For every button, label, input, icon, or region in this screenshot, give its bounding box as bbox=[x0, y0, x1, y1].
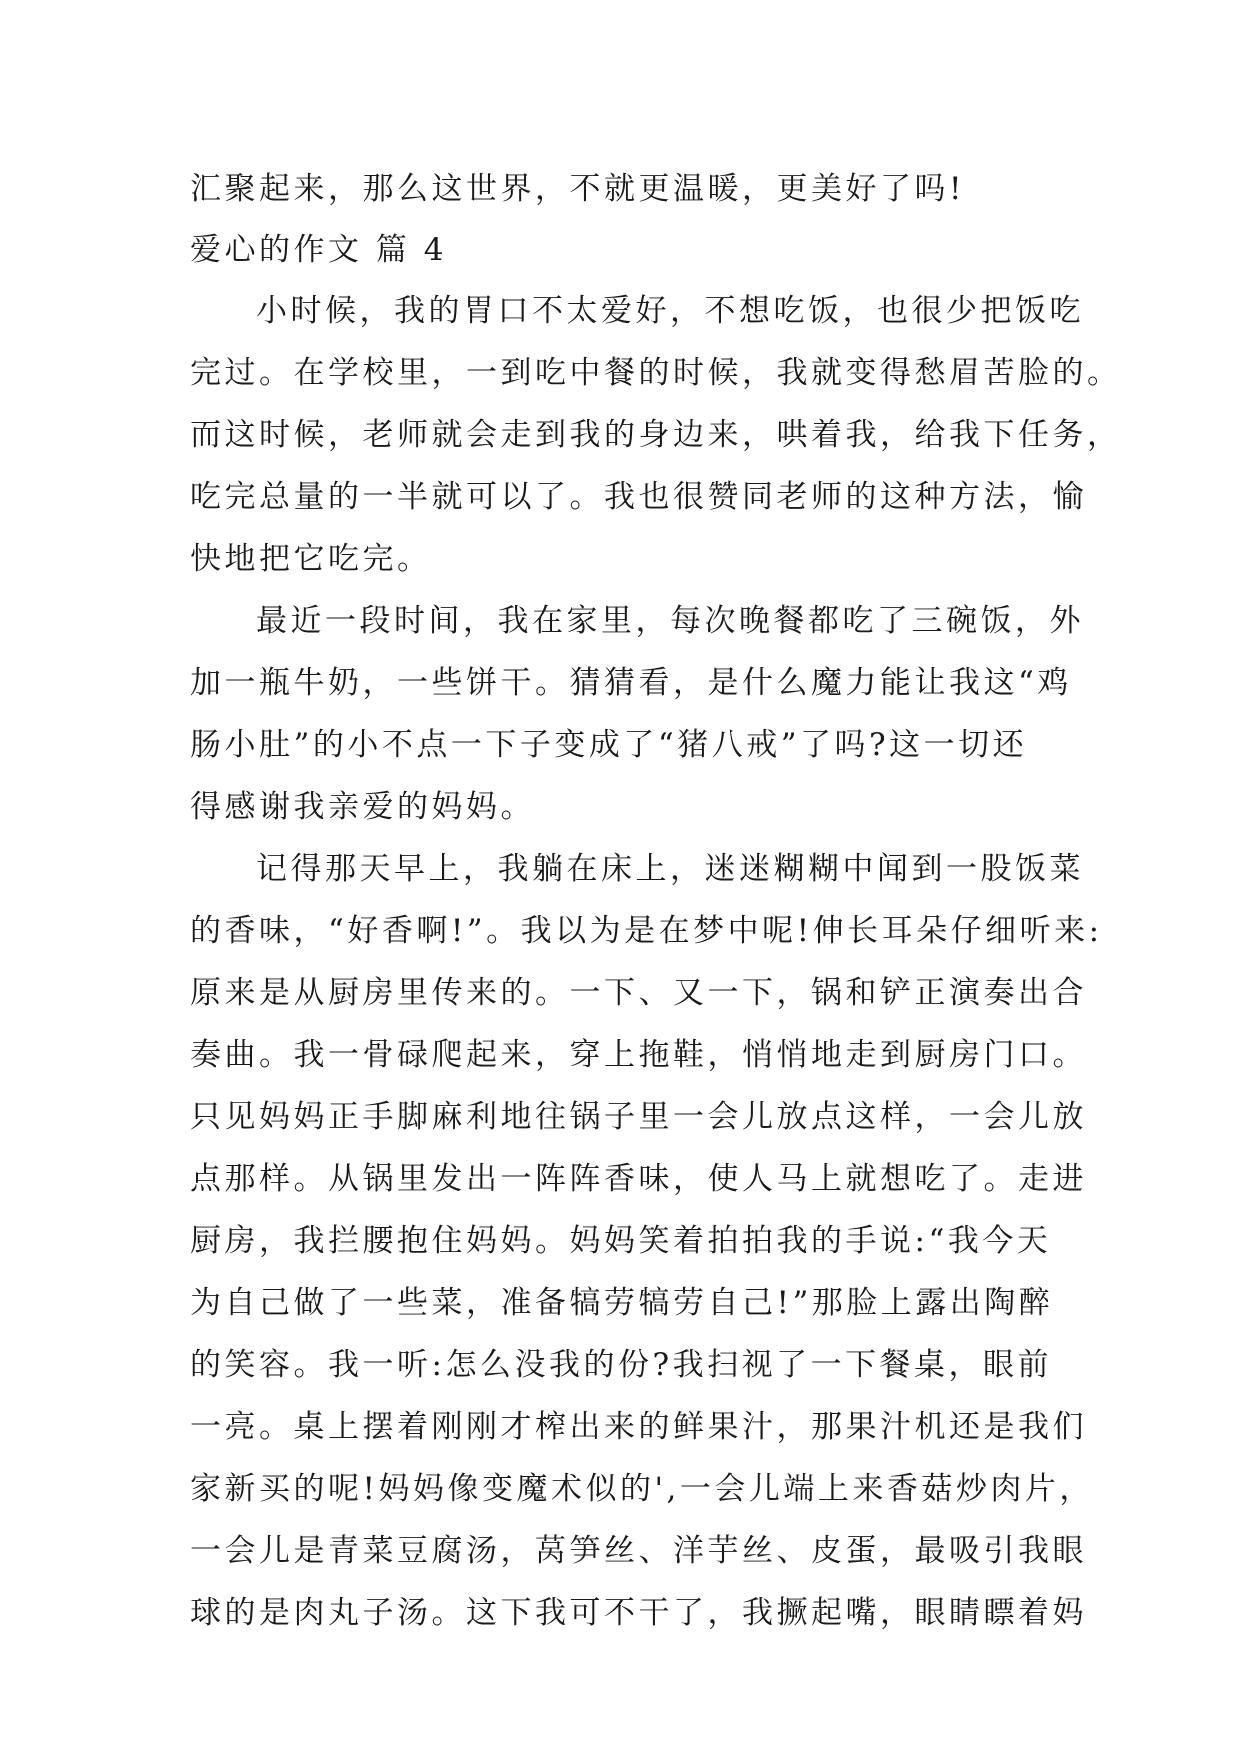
paragraph-line: 球的是肉丸子汤。这下我可不干了，我撅起嘴，眼睛瞟着妈 bbox=[190, 1595, 1087, 1631]
paragraph-line: 家新买的呢!妈妈像变魔术似的',一会儿端上来香菇炒肉片， bbox=[190, 1471, 1094, 1507]
paragraph-line: 奏曲。我一骨碌爬起来，穿上拖鞋，悄悄地走到厨房门口。 bbox=[190, 1037, 1087, 1073]
paragraph-line: 肠小肚”的小不点一下子变成了“猪八戒”了吗?这一切还 bbox=[190, 727, 1028, 763]
essay-title: 爱心的作文 篇 4 bbox=[190, 232, 447, 268]
paragraph-line: 吃完总量的一半就可以了。我也很赞同老师的这种方法，愉 bbox=[190, 479, 1087, 515]
paragraph-line: 一会儿是青菜豆腐汤，莴笋丝、洋芋丝、皮蛋，最吸引我眼 bbox=[190, 1533, 1087, 1569]
paragraph-line: 完过。在学校里，一到吃中餐的时候，我就变得愁眉苦脸的。 bbox=[190, 355, 1122, 391]
paragraph-1 bbox=[190, 280, 1122, 590]
document-body bbox=[190, 158, 1122, 1644]
paragraph-2 bbox=[190, 590, 1084, 838]
lead-line: 汇聚起来，那么这世界，不就更温暖，更美好了吗! bbox=[190, 171, 965, 207]
paragraph-line: 快地把它吃完。 bbox=[190, 541, 432, 577]
paragraph-line: 只见妈妈正手脚麻利地往锅子里一会儿放点这样，一会儿放 bbox=[190, 1099, 1087, 1135]
paragraph-line: 得感谢我亲爱的妈妈。 bbox=[190, 789, 535, 825]
paragraph-line: 原来是从厨房里传来的。一下、又一下，锅和铲正演奏出合 bbox=[190, 975, 1087, 1011]
paragraph-line: 为自己做了一些菜，准备犒劳犒劳自己!”那脸上露出陶醉 bbox=[190, 1285, 1054, 1321]
paragraph-line: 点那样。从锅里发出一阵阵香味，使人马上就想吃了。走进 bbox=[190, 1161, 1087, 1197]
paragraph-line: 小时候，我的胃口不太爱好，不想吃饭，也很少把饭吃 bbox=[256, 293, 1084, 329]
paragraph-line: 的笑容。我一听:怎么没我的份?我扫视了一下餐桌，眼前 bbox=[190, 1347, 1053, 1383]
paragraph-line: 厨房，我拦腰抱住妈妈。妈妈笑着拍拍我的手说:“我今天 bbox=[190, 1223, 1052, 1259]
paragraph-line: 记得那天早上，我躺在床上，迷迷糊糊中闻到一股饭菜 bbox=[256, 851, 1084, 887]
paragraph-line: 一亮。桌上摆着刚刚才榨出来的鲜果汁，那果汁机还是我们 bbox=[190, 1409, 1087, 1445]
paragraph-line: 而这时候，老师就会走到我的身边来，哄着我，给我下任务， bbox=[190, 417, 1122, 453]
paragraph-3 bbox=[190, 838, 1103, 1644]
paragraph-line: 加一瓶牛奶，一些饼干。猜猜看，是什么魔力能让我这“鸡 bbox=[190, 665, 1072, 701]
paragraph-line: 的香味，“好香啊!”。我以为是在梦中呢!伸长耳朵仔细听来: bbox=[190, 913, 1103, 949]
paragraph-line: 最近一段时间，我在家里，每次晚餐都吃了三碗饭，外 bbox=[256, 603, 1084, 639]
